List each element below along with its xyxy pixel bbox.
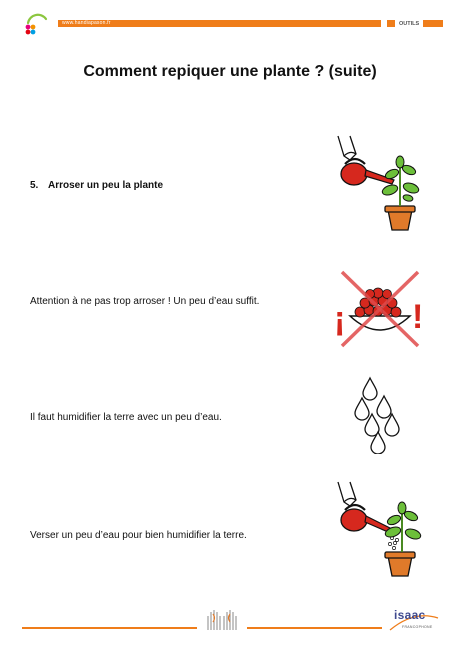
isaac-brand-sub: FRANCOPHONE (402, 625, 433, 629)
header-label: OUTILS (395, 20, 423, 29)
footer-line (22, 627, 197, 629)
pour-text: Verser un peu d’eau pour bien humidifier la terre. (30, 530, 247, 541)
footer-line-right (247, 627, 382, 629)
svg-text:¡: ¡ (334, 300, 346, 338)
isaac-brand: isaac (394, 608, 426, 622)
watering-can-plant-icon (330, 480, 430, 580)
step-5 (30, 180, 163, 192)
page-title: Comment repiquer une plante ? (suite) (83, 63, 377, 80)
warning-text: Attention à ne pas trop arroser ! Un peu d’eau suffit. (30, 296, 260, 307)
step-text: Arroser un peu la plante (48, 180, 164, 191)
watering-can-plant-icon (330, 134, 430, 234)
humidify-text: Il faut humidifier la terre avec un peu d’eau. (30, 412, 222, 423)
step-number: 5. (30, 180, 39, 191)
too-much-warning-icon (332, 268, 428, 348)
water-drops-icon (352, 376, 404, 454)
svg-text:!: ! (412, 298, 424, 336)
handiapason-logo (22, 11, 50, 39)
hands-icon (202, 604, 242, 632)
header-url: www.handiapason.fr (62, 20, 111, 26)
